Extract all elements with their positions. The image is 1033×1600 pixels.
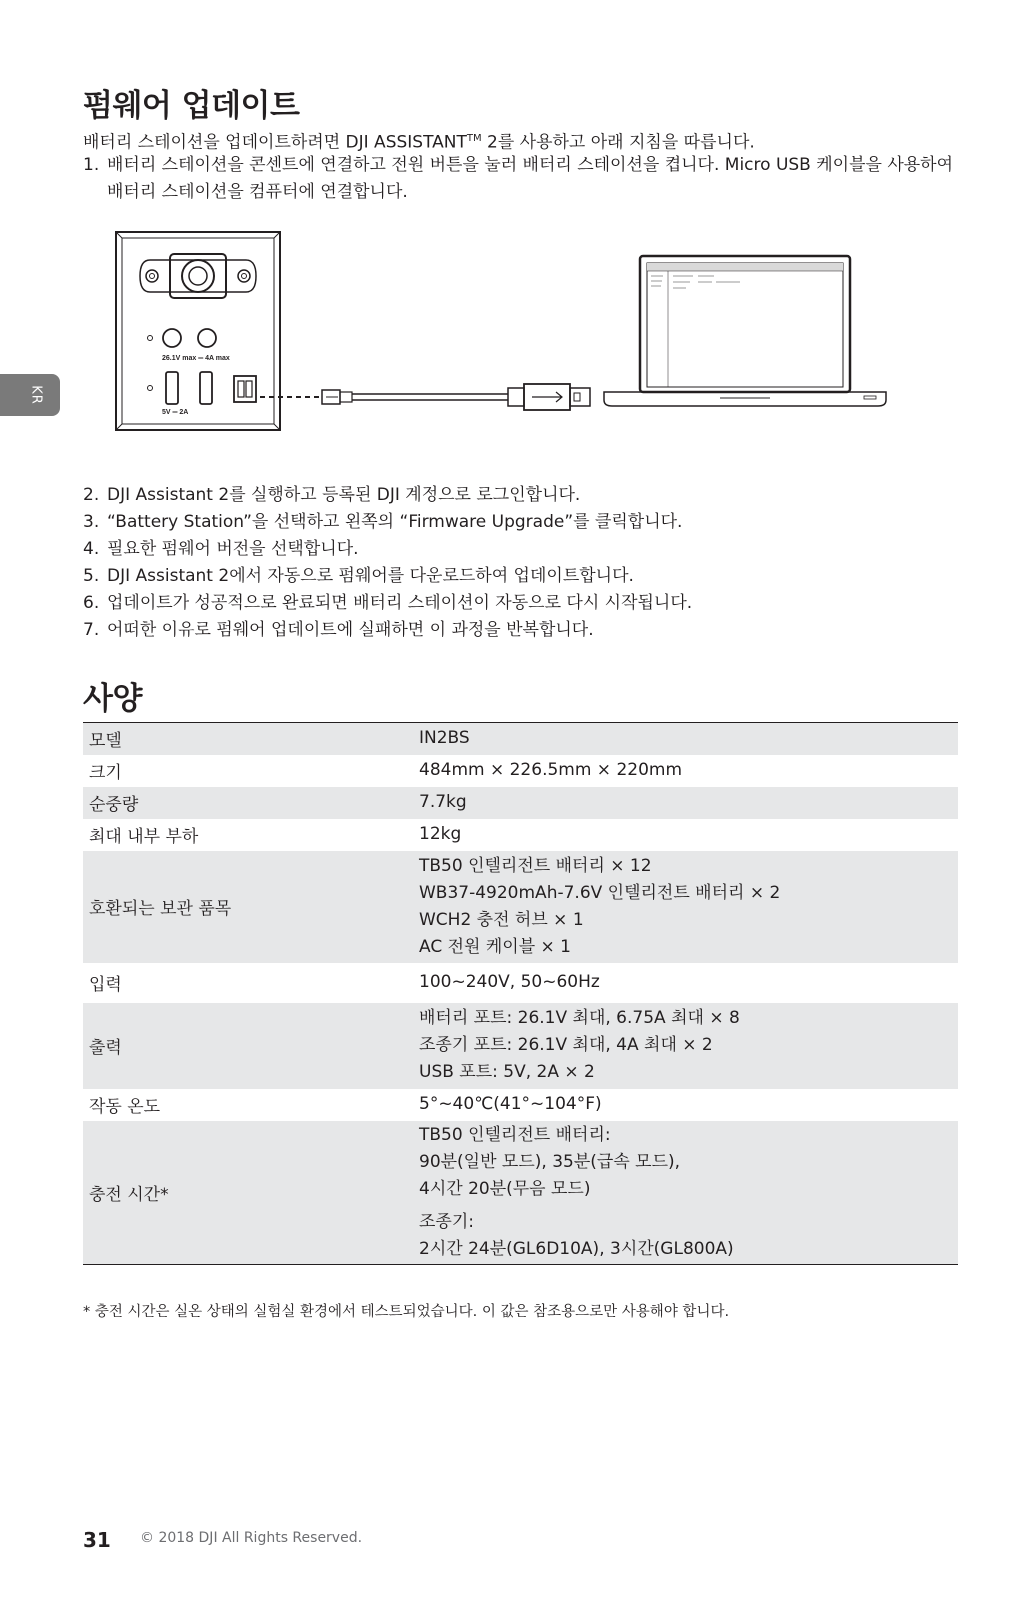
step-text: 필요한 펌웨어 버전을 선택합니다. bbox=[107, 539, 359, 559]
step-text: 업데이트가 성공적으로 완료되면 배터리 스테이션이 자동으로 다시 시작됩니다. bbox=[107, 593, 693, 613]
spec-value-line: 조종기: bbox=[419, 1211, 474, 1232]
step-item bbox=[83, 563, 958, 590]
spec-value-line: TB50 인텔리전트 배터리 × 12 bbox=[419, 855, 652, 876]
language-tab bbox=[0, 374, 60, 416]
table-row bbox=[83, 1003, 958, 1089]
table-row bbox=[83, 1089, 958, 1121]
laptop bbox=[604, 256, 886, 406]
spec-label: 순중량 bbox=[83, 787, 413, 819]
step-item bbox=[83, 590, 958, 617]
connection-illustration bbox=[110, 230, 920, 450]
step-text: DJI Assistant 2를 실행하고 등록된 DJI 계정으로 로그인합니다. bbox=[107, 485, 581, 505]
usb-cable bbox=[260, 384, 590, 410]
step-item bbox=[83, 152, 958, 206]
spec-value-line: 조종기 포트: 26.1V 최대, 4A 최대 × 2 bbox=[419, 1035, 713, 1055]
table-row bbox=[83, 1121, 958, 1265]
spec-value-line: IN2BS bbox=[419, 728, 470, 749]
spec-label: 호환되는 보관 품목 bbox=[83, 851, 413, 963]
step-item bbox=[83, 617, 958, 644]
spec-value-line: 4시간 20분(무음 모드) bbox=[419, 1178, 591, 1199]
spec-label: 충전 시간* bbox=[83, 1121, 413, 1265]
spec-value bbox=[413, 1003, 958, 1089]
spec-label: 출력 bbox=[83, 1003, 413, 1089]
spec-value bbox=[413, 819, 958, 851]
spec-value bbox=[413, 1089, 958, 1121]
step-text: “Battery Station”을 선택하고 왼쪽의 “Firmware Upgrade”를 클릭합니다. bbox=[107, 512, 683, 532]
spec-value-line: WB37-4920mAh-7.6V 인텔리전트 배터리 × 2 bbox=[419, 882, 781, 903]
spec-value bbox=[413, 851, 958, 963]
spec-label: 크기 bbox=[89, 763, 122, 783]
charging-time-footnote: * 충전 시간은 실온 상태의 실험실 환경에서 테스트되었습니다. 이 값은 참조용으로만 사용해야 합니다. bbox=[83, 1304, 730, 1320]
spec-value bbox=[413, 963, 958, 1003]
spec-value-line: 90분(일반 모드), 35분(급속 모드), bbox=[419, 1151, 681, 1172]
firmware-steps-part-2 bbox=[83, 482, 958, 644]
step-text: 배터리 스테이션을 콘센트에 연결하고 전원 버튼을 눌러 배터리 스테이션을 켭니다. Micro USB 케이블을 사용하여 배터리 스테이션을 컴퓨터에 연결합니다. bbox=[107, 155, 954, 202]
step-number: 1. bbox=[83, 155, 100, 175]
spec-value-line: 7.7kg bbox=[419, 792, 467, 812]
language-tab-label: KR bbox=[28, 385, 44, 405]
spec-value-line: 12kg bbox=[419, 824, 462, 844]
table-row bbox=[83, 755, 958, 787]
step-number: 5. bbox=[83, 566, 100, 586]
spec-value bbox=[413, 1121, 958, 1265]
firmware-update-title: 펌웨어 업데이트 bbox=[83, 88, 300, 124]
step-text: 어떠한 이유로 펌웨어 업데이트에 실패하면 이 과정을 반복합니다. bbox=[107, 620, 594, 640]
spec-label: 모델 bbox=[83, 723, 413, 755]
spec-value-line: WCH2 충전 허브 × 1 bbox=[419, 909, 584, 930]
step-number: 3. bbox=[83, 512, 100, 532]
firmware-steps-part-1 bbox=[83, 152, 958, 206]
spec-value-line: TB50 인텔리전트 배터리: bbox=[419, 1124, 611, 1145]
spec-value-line: AC 전원 케이블 × 1 bbox=[419, 936, 571, 957]
table-row bbox=[83, 963, 958, 1003]
spec-value-line: USB 포트: 5V, 2A × 2 bbox=[419, 1062, 595, 1082]
step-item bbox=[83, 536, 958, 563]
spec-value bbox=[413, 723, 958, 755]
specifications-table bbox=[83, 722, 958, 1265]
page-number: 31 bbox=[83, 1528, 111, 1552]
table-row bbox=[83, 787, 958, 819]
step-item bbox=[83, 509, 958, 536]
trademark-mark: TM bbox=[466, 133, 482, 144]
step-text: DJI Assistant 2에서 자동으로 펌웨어를 다운로드하여 업데이트합니다. bbox=[107, 566, 634, 586]
port-label-usb: 5V ═ 2A bbox=[162, 409, 189, 416]
table-row bbox=[83, 851, 958, 963]
spec-label: 최대 내부 부하 bbox=[89, 827, 199, 847]
port-label-charger: 26.1V max ═ 4A max bbox=[162, 355, 230, 362]
spec-value bbox=[413, 787, 958, 819]
copyright-notice: © 2018 DJI All Rights Reserved. bbox=[140, 1530, 363, 1546]
spec-value-line: 100~240V, 50~60Hz bbox=[419, 972, 600, 992]
step-item bbox=[83, 482, 958, 509]
spec-label: 입력 bbox=[89, 975, 122, 995]
spec-value-line: 484mm × 226.5mm × 220mm bbox=[419, 760, 683, 780]
spec-value-line: 배터리 포트: 26.1V 최대, 6.75A 최대 × 8 bbox=[419, 1008, 740, 1028]
spec-label: 작동 온도 bbox=[89, 1097, 161, 1117]
spec-value-line: 2시간 24분(GL6D10A), 3시간(GL800A) bbox=[419, 1238, 734, 1259]
intro-text-post: 2를 사용하고 아래 지침을 따릅니다. bbox=[481, 132, 755, 153]
intro-text-pre: 배터리 스테이션을 업데이트하려면 DJI ASSISTANT bbox=[83, 132, 467, 153]
table-row bbox=[83, 723, 958, 755]
step-number: 6. bbox=[83, 593, 100, 613]
battery-station-panel bbox=[116, 232, 280, 430]
spec-value-line: 5°~40℃(41°~104°F) bbox=[419, 1094, 602, 1114]
step-number: 7. bbox=[83, 620, 100, 640]
step-number: 2. bbox=[83, 485, 100, 505]
spec-value bbox=[413, 755, 958, 787]
table-row bbox=[83, 819, 958, 851]
specifications-title: 사양 bbox=[83, 681, 142, 717]
step-number: 4. bbox=[83, 539, 100, 559]
